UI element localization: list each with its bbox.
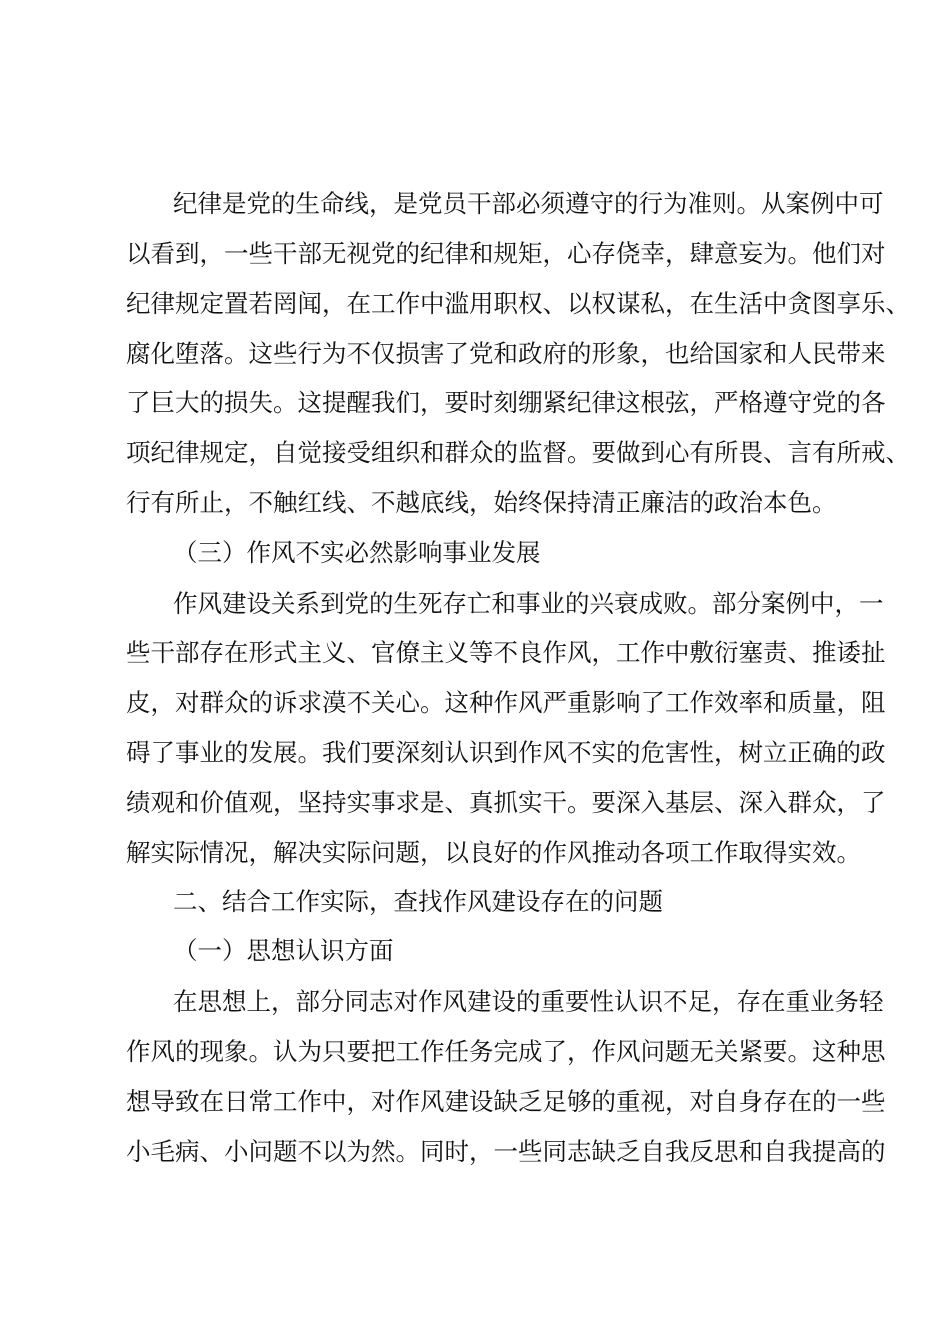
chapter-heading-2: 二、结合工作实际，查找作风建设存在的问题 [173,887,663,916]
paragraph-style-line-5: 绩观和价值观，坚持实事求是、真抓实干。要深入基层、深入群众，了 [126,788,886,817]
paragraph-thinking-line-3: 想导致在日常工作中，对作风建设缺乏足够的重视，对自身存在的一些 [126,1087,886,1116]
paragraph-discipline-line-5: 了巨大的损失。这提醒我们，要时刻绷紧纪律这根弦，严格遵守党的各 [126,388,886,417]
paragraph-discipline-line-3: 纪律规定置若罔闻，在工作中滥用职权、以权谋私，在生活中贪图享乐、 [126,289,910,318]
paragraph-style-line-2: 些干部存在形式主义、官僚主义等不良作风，工作中敷衍塞责、推诿扯 [126,638,886,667]
paragraph-thinking-line-1: 在思想上，部分同志对作风建设的重要性认识不足，存在重业务轻 [173,987,884,1016]
paragraph-discipline-line-4: 腐化堕落。这些行为不仅损害了党和政府的形象，也给国家和人民带来 [126,339,886,368]
paragraph-discipline-line-2: 以看到，一些干部无视党的纪律和规矩，心存侥幸，肆意妄为。他们对 [126,239,886,268]
paragraph-discipline-line-6: 项纪律规定，自觉接受组织和群众的监督。要做到心有所畏、言有所戒、 [126,438,910,467]
paragraph-thinking-line-2: 作风的现象。认为只要把工作任务完成了，作风问题无关紧要。这种思 [126,1037,886,1066]
paragraph-style-line-4: 碍了事业的发展。我们要深刻认识到作风不实的危害性，树立正确的政 [126,738,886,767]
section-heading-1: （一）思想认识方面 [173,936,394,965]
paragraph-discipline-line-7: 行有所止，不触红线、不越底线，始终保持清正廉洁的政治本色。 [126,488,837,517]
paragraph-discipline-line-1: 纪律是党的生命线，是党员干部必须遵守的行为准则。从案例中可 [173,189,884,218]
section-heading-3: （三）作风不实必然影响事业发展 [173,538,541,567]
paragraph-thinking-line-4: 小毛病、小问题不以为然。同时，一些同志缺乏自我反思和自我提高的 [126,1137,886,1166]
paragraph-style-line-3: 皮，对群众的诉求漠不关心。这种作风严重影响了工作效率和质量，阻 [126,688,886,717]
paragraph-style-line-1: 作风建设关系到党的生死存亡和事业的兴衰成败。部分案例中，一 [173,589,884,618]
paragraph-style-line-6: 解实际情况，解决实际问题，以良好的作风推动各项工作取得实效。 [126,838,861,867]
